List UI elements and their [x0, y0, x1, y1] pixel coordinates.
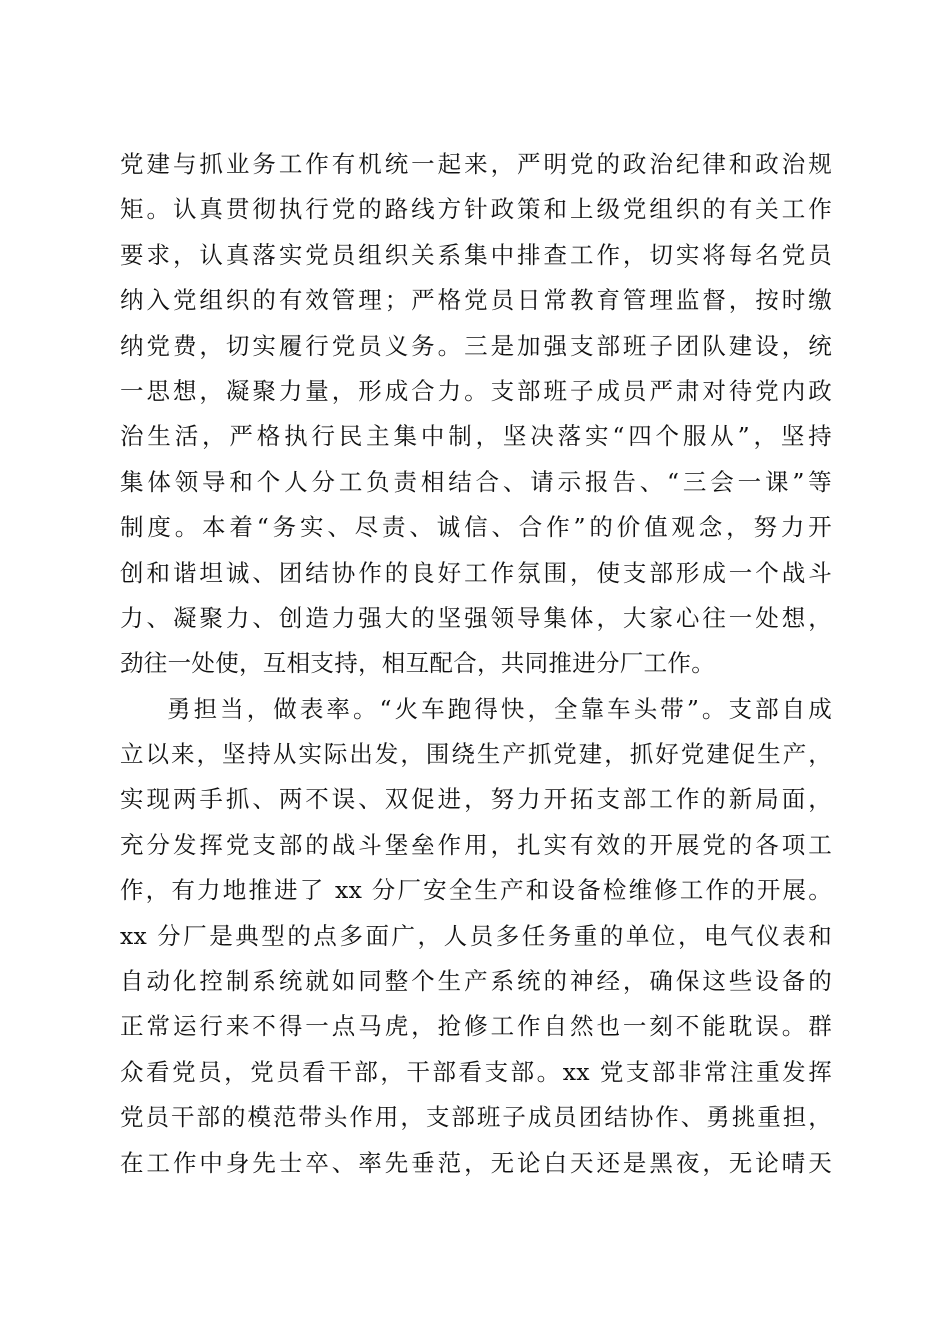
- paragraph-1-line: 党建与抓业务工作有机统一起来，严明党的政治纪律和政治规: [120, 150, 832, 178]
- paragraph-2-line: xx 分厂是典型的点多面广，人员多任务重的单位，电气仪表和: [120, 921, 832, 950]
- paragraph-1-line: 劲往一处使，互相支持，相互配合，共同推进分厂工作。: [120, 649, 715, 678]
- paragraph-2-line: 正常运行来不得一点马虎，抢修工作自然也一刻不能耽误。群: [120, 1012, 832, 1041]
- paragraph-1-line: 一思想，凝聚力量，形成合力。支部班子成员严肃对待党内政: [120, 376, 832, 405]
- paragraph-2-line: 实现两手抓、两不误、双促进，努力开拓支部工作的新局面，: [120, 785, 832, 814]
- paragraph-1-line: 纳入党组织的有效管理；严格党员日常教育管理监督，按时缴: [120, 286, 832, 315]
- paragraph-2: [120, 687, 832, 1186]
- paragraph-1-line: 矩。认真贯彻执行党的路线方针政策和上级党组织的有关工作: [120, 195, 832, 224]
- paragraph-2-line: 立以来，坚持从实际出发，围绕生产抓党建，抓好党建促生产，: [120, 740, 832, 769]
- paragraph-2-line: 勇担当，做表率。“火车跑得快，全靠车头带”。支部自成: [167, 694, 832, 723]
- paragraph-1: [120, 142, 832, 687]
- paragraph-2-line: 充分发挥党支部的战斗堡垒作用，扎实有效的开展党的各项工: [120, 830, 832, 859]
- paragraph-1-line: 集体领导和个人分工负责相结合、请示报告、“三会一课”等: [120, 467, 832, 496]
- paragraph-2-line: 在工作中身先士卒、率先垂范，无论白天还是黑夜，无论晴天: [120, 1148, 832, 1177]
- paragraph-2-line: 自动化控制系统就如同整个生产系统的神经，确保这些设备的: [120, 967, 832, 996]
- paragraph-1-line: 要求，认真落实党员组织关系集中排查工作，切实将每名党员: [120, 240, 832, 269]
- paragraph-2-line: 众看党员，党员看干部，干部看支部。xx 党支部非常注重发挥: [120, 1057, 832, 1086]
- paragraph-2-line: 党员干部的模范带头作用，支部班子成员团结协作、勇挑重担，: [120, 1103, 832, 1132]
- paragraph-2-line: 作，有力地推进了 xx 分厂安全生产和设备检维修工作的开展。: [120, 876, 832, 905]
- paragraph-1-line: 制度。本着“务实、尽责、诚信、合作”的价值观念，努力开: [120, 513, 832, 542]
- paragraph-1-line: 纳党费，切实履行党员义务。三是加强支部班子团队建设，统: [120, 331, 832, 360]
- paragraph-1-line: 治生活，严格执行民主集中制，坚决落实“四个服从”，坚持: [120, 422, 832, 451]
- document-body: [120, 142, 832, 1186]
- paragraph-1-line: 力、凝聚力、创造力强大的坚强领导集体，大家心往一处想，: [120, 603, 832, 632]
- paragraph-1-line: 创和谐坦诚、团结协作的良好工作氛围，使支部形成一个战斗: [120, 558, 832, 587]
